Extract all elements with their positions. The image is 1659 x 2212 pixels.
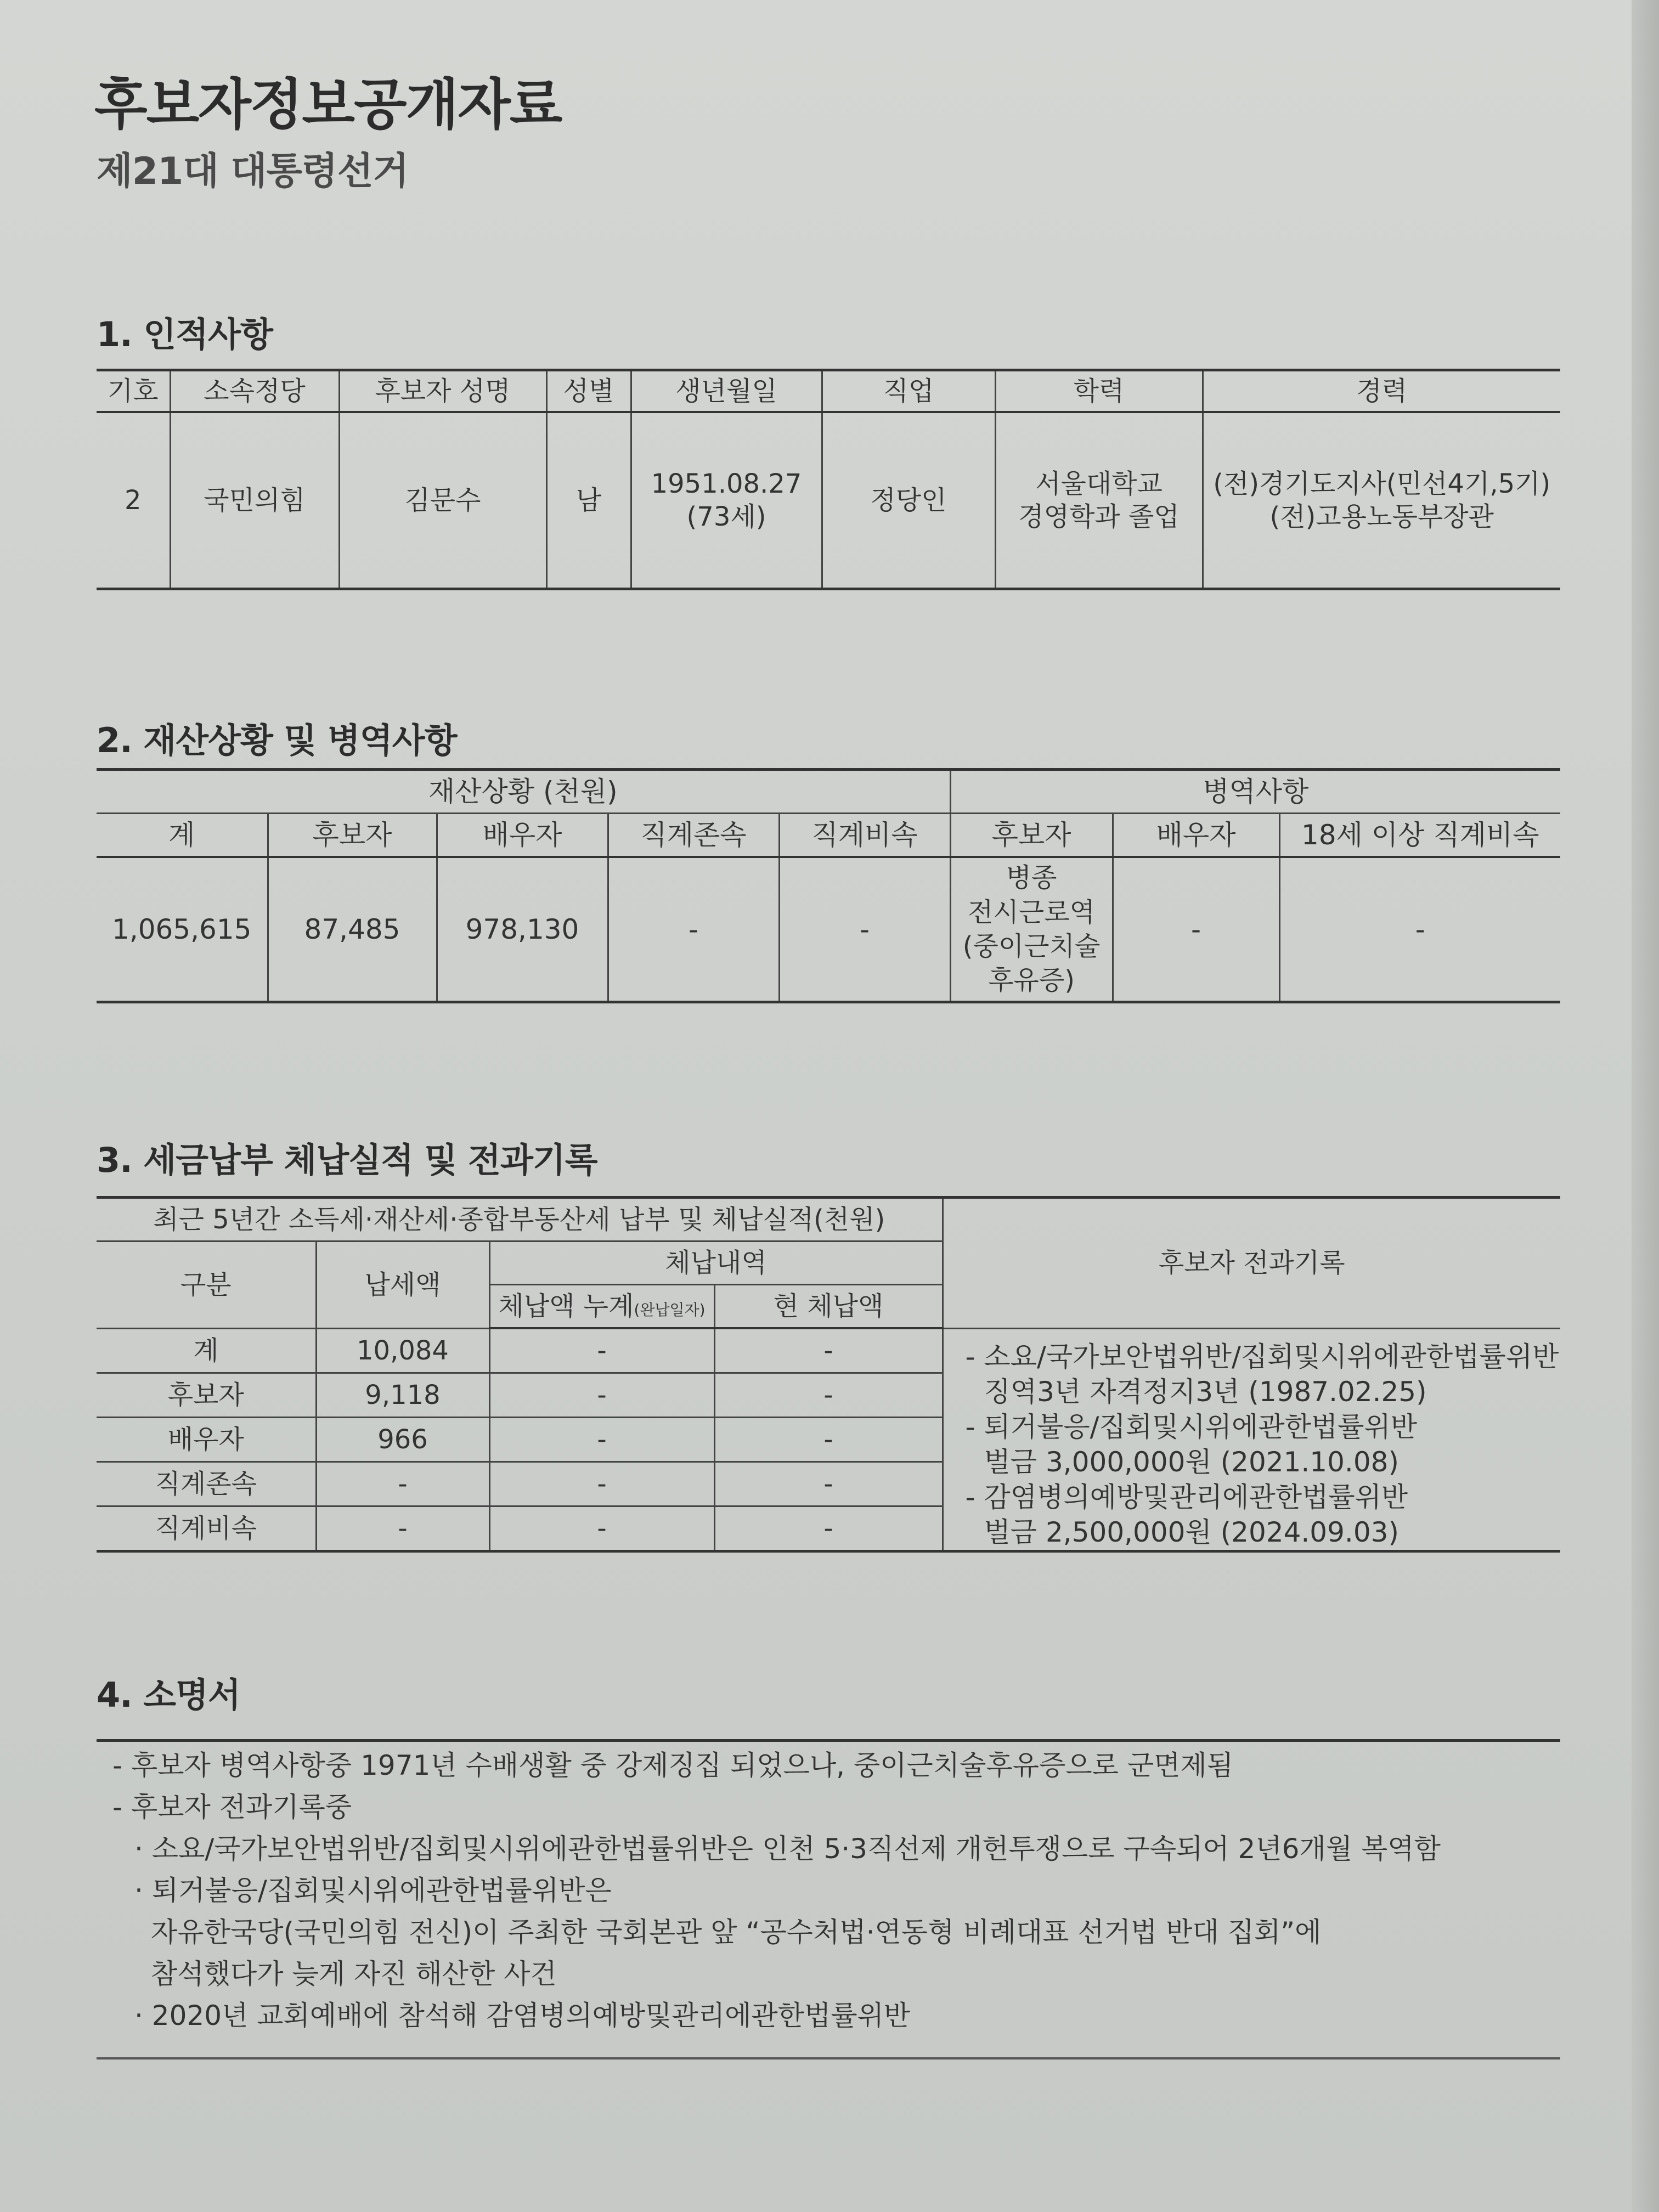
header-cumulative-arrears-cell	[489, 1285, 714, 1329]
candidate-birth-cell	[631, 412, 822, 589]
tax-row-cumulative: -	[489, 1417, 714, 1462]
tax-row-label: 직계존속	[97, 1462, 316, 1506]
military-line: 후유증)	[988, 965, 1075, 996]
tax-row-paid: 10,084	[316, 1328, 489, 1373]
property-military-table	[97, 768, 1560, 1003]
tax-criminal-table	[97, 1196, 1560, 1553]
property-candidate: 87,485	[268, 857, 437, 1002]
table-header-row	[97, 370, 1560, 413]
header-gender: 성별	[546, 370, 631, 413]
tax-row-cumulative: -	[489, 1373, 714, 1417]
table-header-row	[97, 814, 1560, 857]
section2-heading: 2. 재산상황 및 병역사항	[97, 720, 457, 760]
table-group-header-row	[97, 1198, 1560, 1242]
candidate-birth-date: 1951.08.27	[651, 469, 802, 499]
header-tax-paid: 납세액	[316, 1242, 489, 1329]
career-line: (전)경기도지사(민선4기,5기)	[1213, 469, 1551, 499]
header-arrears: 체납내역	[489, 1242, 943, 1285]
property-total: 1,065,615	[112, 913, 252, 945]
tax-row-label: 후보자	[97, 1373, 316, 1417]
header-current-arrears: 현 체납액	[714, 1285, 943, 1329]
criminal-offense: - 소요/국가보안법위반/집회및시위에관한법률위반	[965, 1340, 1559, 1373]
tax-row-cumulative: -	[489, 1462, 714, 1506]
candidate-occupation: 정당인	[822, 412, 995, 589]
header-cumulative-note: (완납일자)	[634, 1301, 706, 1319]
statement-line: · 2020년 교회예배에 참석해 감염병의예방및관리에관한법률위반	[134, 2000, 911, 2032]
criminal-offense: - 퇴거불응/집회및시위에관한법률위반	[965, 1410, 1418, 1443]
divider	[97, 2057, 1560, 2059]
table-row	[97, 857, 1560, 1002]
candidate-party: 국민의힘	[170, 412, 339, 589]
candidate-career-cell	[1203, 412, 1560, 589]
military-group-header: 병역사항	[950, 770, 1560, 814]
tax-row-label: 직계비속	[97, 1506, 316, 1551]
tax-row-current: -	[714, 1462, 943, 1506]
header-military-candidate: 후보자	[950, 814, 1113, 857]
header-candidate: 후보자	[268, 814, 437, 857]
table-row	[97, 1328, 1560, 1373]
tax-row-paid: 9,118	[316, 1373, 489, 1417]
career-line: (전)고용노동부장관	[1269, 501, 1494, 532]
table-group-header-row	[97, 770, 1560, 814]
candidate-age: (73세)	[686, 501, 766, 532]
candidate-name: 김문수	[339, 412, 546, 589]
header-cumulative-arrears: 체납액 누계	[498, 1291, 634, 1322]
property-descendants: -	[779, 857, 950, 1002]
section3-heading: 3. 세금납부 체납실적 및 전과기록	[97, 1140, 597, 1180]
header-number: 기호	[97, 370, 170, 413]
tax-row-cumulative: -	[489, 1506, 714, 1551]
military-spouse: -	[1113, 857, 1279, 1002]
statement-line: 자유한국당(국민의힘 전신)이 주최한 국회본관 앞 “공수처법·연동형 비례대표 선거법 반대 집회”에	[151, 1916, 1322, 1948]
property-spouse: 978,130	[437, 857, 608, 1002]
candidate-gender: 남	[546, 412, 631, 589]
criminal-record-header: 후보자 전과기록	[943, 1198, 1560, 1329]
statement-line: - 후보자 전과기록중	[112, 1791, 352, 1823]
tax-row-current: -	[714, 1417, 943, 1462]
header-birth-date: 생년월일	[631, 370, 822, 413]
tax-group-header: 최근 5년간 소득세·재산세·종합부동산세 납부 및 체납실적(천원)	[97, 1198, 943, 1242]
header-party: 소속정당	[170, 370, 339, 413]
header-military-children: 18세 이상 직계비속	[1279, 814, 1560, 857]
education-line: 경영학과 졸업	[1018, 501, 1180, 532]
property-ascendants: -	[608, 857, 779, 1002]
statement-line: - 후보자 병역사항중 1971년 수배생활 중 강제징집 되었으나, 중이근치술후유증으로 군면제됨	[112, 1750, 1234, 1781]
header-name: 후보자 성명	[339, 370, 546, 413]
tax-row-cumulative: -	[489, 1328, 714, 1373]
table-row	[97, 412, 1560, 589]
military-children: -	[1279, 857, 1560, 1002]
criminal-sentence: 벌금 2,500,000원 (2024.09.03)	[984, 1516, 1399, 1548]
statement-body	[112, 1745, 1550, 2036]
military-line: 병종	[1006, 862, 1057, 894]
statement-line: · 소요/국가보안법위반/집회및시위에관한법률위반은 인천 5·3직선제 개헌투쟁으로 구속되어 2년6개월 복역함	[134, 1833, 1441, 1865]
header-descendants: 직계비속	[779, 814, 950, 857]
header-career: 경력	[1203, 370, 1560, 413]
tax-row-paid: 966	[316, 1417, 489, 1462]
section4-heading: 4. 소명서	[97, 1675, 240, 1715]
personal-info-table	[97, 369, 1560, 590]
header-ascendants: 직계존속	[608, 814, 779, 857]
tax-row-current: -	[714, 1506, 943, 1551]
header-occupation: 직업	[822, 370, 995, 413]
tax-row-label: 배우자	[97, 1417, 316, 1462]
divider	[97, 1739, 1560, 1742]
header-total: 계	[97, 814, 268, 857]
document-subtitle: 제21대 대통령선거	[97, 150, 409, 193]
header-category: 구분	[97, 1242, 316, 1329]
property-group-header: 재산상황 (천원)	[428, 775, 618, 808]
page-binding-shadow	[1632, 0, 1659, 2212]
section1-heading: 1. 인적사항	[97, 314, 273, 354]
military-line: 전시근로역	[968, 896, 1095, 928]
candidate-number: 2	[124, 485, 142, 516]
education-line: 서울대학교	[1035, 469, 1163, 499]
tax-row-current: -	[714, 1328, 943, 1373]
tax-row-paid: -	[316, 1462, 489, 1506]
header-education: 학력	[995, 370, 1203, 413]
criminal-record-cell	[943, 1328, 1560, 1551]
statement-line: · 퇴거불응/집회및시위에관한법률위반은	[134, 1875, 612, 1906]
candidate-education-cell	[995, 412, 1203, 589]
criminal-sentence: 벌금 3,000,000원 (2021.10.08)	[984, 1446, 1399, 1478]
criminal-offense: - 감염병의예방및관리에관한법률위반	[965, 1481, 1408, 1513]
header-spouse: 배우자	[437, 814, 608, 857]
military-candidate-cell	[950, 857, 1113, 1002]
tax-row-current: -	[714, 1373, 943, 1417]
header-military-spouse: 배우자	[1113, 814, 1279, 857]
document-title: 후보자정보공개자료	[94, 72, 562, 137]
statement-line: 참석했다가 늦게 자진 해산한 사건	[151, 1958, 557, 1990]
tax-row-label: 계	[97, 1328, 316, 1373]
criminal-sentence: 징역3년 자격정지3년 (1987.02.25)	[984, 1375, 1427, 1408]
tax-row-paid: -	[316, 1506, 489, 1551]
military-line: (중이근치술	[962, 931, 1101, 962]
